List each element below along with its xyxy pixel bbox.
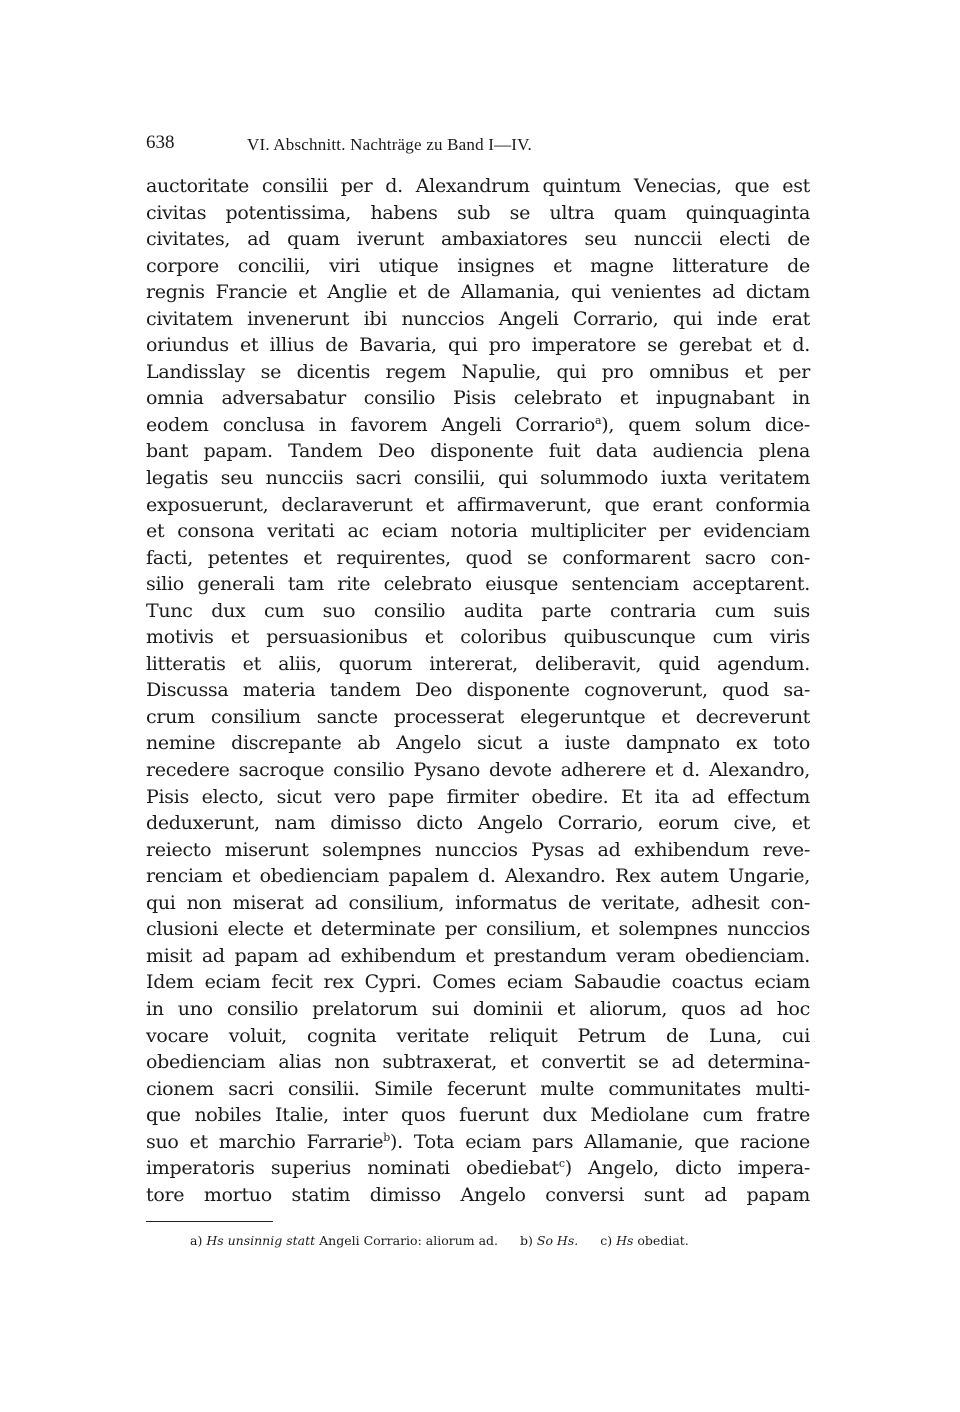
text-segment: ), quem solum dice- bbox=[601, 413, 810, 436]
text-line: bant papam. Tandem Deo disponente fuit data audiencia plena bbox=[146, 440, 810, 463]
text-line: omnia adversabatur consilio Pisis celebrato et inpugnabant in bbox=[146, 387, 810, 410]
text-line: exposuerunt, declaraverunt et affirmaverunt, que erant conformia bbox=[146, 493, 810, 516]
text-line: in uno consilio prelatorum sui dominii et aliorum, quos ad hoc bbox=[146, 997, 810, 1020]
text-line: renciam et obedienciam papalem d. Alexandro. Rex autem Ungarie, bbox=[146, 865, 810, 888]
text-segment: suo et marchio Farrarie bbox=[146, 1130, 384, 1153]
footnote-mark-b: b bbox=[383, 1130, 390, 1144]
page-number: 638 bbox=[146, 132, 175, 153]
text-line: civitatem invenerunt ibi nunccios Angeli Corrario, qui inde erat bbox=[146, 307, 810, 330]
body-text bbox=[146, 173, 810, 1208]
text-line: Tunc dux cum suo consilio audita parte contraria cum suis bbox=[146, 599, 810, 622]
text-line bbox=[146, 1155, 810, 1182]
footnote-text: Angeli Corrario: aliorum ad. bbox=[319, 1233, 499, 1248]
text-line: misit ad papam ad exhibendum et prestandum veram obedienciam. bbox=[146, 944, 810, 967]
running-title: VI. Abschnitt. Nachträge zu Band I—IV. bbox=[247, 135, 532, 154]
footnote-mark-c: c bbox=[558, 1157, 565, 1171]
footnotes bbox=[190, 1232, 810, 1250]
footnote-a bbox=[190, 1233, 502, 1248]
text-line: silio generali tam rite celebrato eiusque sentenciam acceptarent. bbox=[146, 573, 810, 596]
text-line: corpore concilii, viri utique insignes et magne litterature de bbox=[146, 254, 810, 277]
footnote-label: b) bbox=[520, 1233, 533, 1248]
text-line: oriundus et illius de Bavaria, qui pro imperatore se gerebat et d. bbox=[146, 334, 810, 357]
footnote-editorial-note: Hs unsinnig statt bbox=[206, 1233, 316, 1248]
footnote-divider bbox=[146, 1221, 273, 1222]
text-line: tore mortuo statim dimisso Angelo conversi sunt ad papam bbox=[146, 1183, 810, 1206]
text-segment: ) Angelo, dicto impera- bbox=[564, 1157, 811, 1180]
footnote-c bbox=[600, 1233, 689, 1248]
text-line: qui non miserat ad consilium, informatus de veritate, adhesit con- bbox=[146, 891, 810, 914]
text-line: recedere sacroque consilio Pysano devote adherere et d. Alexandro, bbox=[146, 759, 810, 782]
text-line: civitas potentissima, habens sub se ultra quam quinquaginta bbox=[146, 201, 810, 224]
text-segment: eodem conclusa in favorem Angeli Corrario bbox=[146, 413, 595, 436]
text-line: reiecto miserunt solempnes nunccios Pysas ad exhibendum reve- bbox=[146, 838, 810, 861]
text-line bbox=[146, 412, 810, 439]
text-segment: ). Tota eciam pars Allamanie, que racione bbox=[389, 1130, 810, 1153]
footnote-label: a) bbox=[190, 1233, 203, 1248]
text-line: legatis seu nuncciis sacri consilii, qui solummodo iuxta veritatem bbox=[146, 467, 810, 490]
text-line: Discussa materia tandem Deo disponente cognoverunt, quod sa- bbox=[146, 679, 810, 702]
text-line: nemine discrepante ab Angelo sicut a iuste dampnato ex toto bbox=[146, 732, 810, 755]
footnote-text: obediat. bbox=[637, 1233, 689, 1248]
text-line: Idem eciam fecit rex Cypri. Comes eciam Sabaudie coactus eciam bbox=[146, 971, 810, 994]
text-line: clusioni electe et determinate per consilium, et solempnes nunccios bbox=[146, 918, 810, 941]
footnote-editorial-note: So Hs. bbox=[536, 1233, 579, 1248]
text-line: civitates, ad quam iverunt ambaxiatores seu nunccii electi de bbox=[146, 228, 810, 251]
text-line: vocare voluit, cognita veritate reliquit Petrum de Luna, cui bbox=[146, 1024, 810, 1047]
footnote-mark-a: a bbox=[595, 413, 602, 427]
text-line: motivis et persuasionibus et coloribus quibuscunque cum viris bbox=[146, 626, 810, 649]
text-line bbox=[146, 1129, 810, 1156]
text-line: litteratis et aliis, quorum intererat, deliberavit, quid agendum. bbox=[146, 652, 810, 675]
text-line: et consona veritati ac eciam notoria multipliciter per evidenciam bbox=[146, 520, 810, 543]
text-line: Landisslay se dicentis regem Napulie, qui pro omnibus et per bbox=[146, 360, 810, 383]
text-line: deduxerunt, nam dimisso dicto Angelo Corrario, eorum cive, et bbox=[146, 812, 810, 835]
text-line: que nobiles Italie, inter quos fuerunt dux Mediolane cum fratre bbox=[146, 1104, 810, 1127]
text-line: crum consilium sancte processerat elegeruntque et decreverunt bbox=[146, 705, 810, 728]
footnote-label: c) bbox=[600, 1233, 613, 1248]
text-line: regnis Francie et Anglie et de Allamania, qui venientes ad dictam bbox=[146, 281, 810, 304]
text-segment: imperatoris superius nominati obediebat bbox=[146, 1157, 559, 1180]
text-line: obedienciam alias non subtraxerat, et convertit se ad determina- bbox=[146, 1051, 810, 1074]
text-line: cionem sacri consilii. Simile fecerunt multe communitates multi- bbox=[146, 1077, 810, 1100]
text-line: Pisis electo, sicut vero pape firmiter obedire. Et ita ad effectum bbox=[146, 785, 810, 808]
footnote-editorial-note: Hs bbox=[616, 1233, 634, 1248]
text-line: facti, petentes et requirentes, quod se conformarent sacro con- bbox=[146, 546, 810, 569]
footnote-b bbox=[520, 1233, 582, 1248]
text-line: auctoritate consilii per d. Alexandrum quintum Venecias, que est bbox=[146, 175, 810, 197]
